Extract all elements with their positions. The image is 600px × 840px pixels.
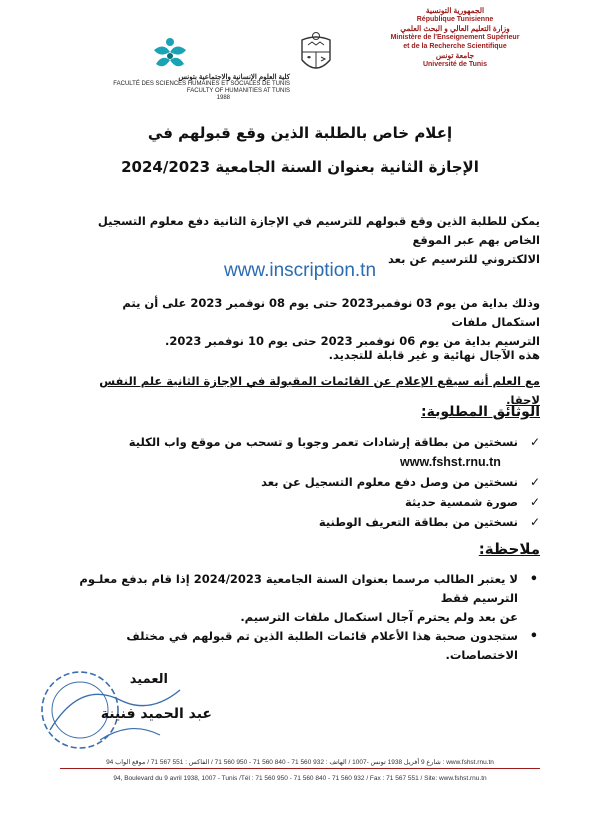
intro-line-2: الالكتروني للترسيم عن بعد (387, 252, 540, 266)
intro-line-1: يمكن للطلبة الذين وقع قبولهم للترسيم في الإجازة الثانية دفع معلوم التسجيل الخاص بهم عبر الموقع (97, 214, 540, 247)
notice-text: مع العلم أنه سيقع الإعلام عن القائمات المقبولة في الإجازة الثانية علم النفس لاحقا. (99, 374, 540, 407)
ministry-line-ar-2: وزارة التعليم العالي و البحث العلمي (400, 24, 510, 33)
notes-list (70, 570, 540, 665)
dates-line-1: وذلك بداية من يوم 03 نوفمبر2023 حتى يوم 08 نوفمبر 2023 على أن يتم استكمال ملفات (122, 296, 540, 329)
faculty-website-link[interactable]: www.fshst.rnu.tn (400, 455, 501, 469)
note-1-line-1: لا يعتبر الطالب مرسما بعنوان السنة الجامعية 2024/2023 إذا قام بدفع معلـوم الترسيم فقط (79, 572, 518, 605)
ministry-line-fr-2: Ministère de l'Enseignement Supérieur (390, 34, 520, 41)
notes-heading: ملاحظة: (478, 540, 540, 558)
tunisia-emblem-icon (296, 30, 336, 78)
footer-address-ar: 94 شارع 9 أفريل 1938 تونس -1007 / الهاتف : 932 560 71 - 840 560 71 - 950 560 71 / الفاكس : 551 567 71 / موقع الواب : www.fshst.rnu.tn (106, 759, 494, 766)
list-item: ✓ صورة شمسية حديثة (70, 492, 540, 512)
ministry-line-fr-3: et de la Recherche Scientifique (403, 43, 507, 50)
announcement-title-line-1: إعلام خاص بالطلبة الذين وقع قبولهم في (147, 124, 453, 142)
dates-line-2: الترسيم بداية من يوم 06 نوفمبر 2023 حتى يوم 10 نوفمبر 2023. (164, 334, 540, 348)
note-2: ستجدون صحبة هذا الأعلام قائمات الطلبة الذين تم قبولهم في مختلف الاختصاصات. (126, 629, 518, 662)
ministry-line-ar-1: الجمهورية التونسية (425, 6, 485, 15)
ministry-line-ar-3: جامعة تونس (435, 51, 475, 60)
dates-paragraph (70, 294, 540, 351)
checkmark-icon: ✓ (529, 515, 540, 529)
bullet-icon: • (529, 572, 538, 587)
footer-address-fr: 94, Boulevard du 9 avril 1938, 1007 - Tunis /Tél : 71 560 950 - 71 560 840 - 71 560 932 / Fax : 71 567 551 / Site: www.fshst.rnu.tn (113, 775, 487, 782)
list-item: ✓ نسختين من بطاقة إرشادات تعمر وجوبا و تسحب من موقع واب الكلية (70, 432, 540, 452)
checkmark-icon: ✓ (529, 435, 540, 449)
ministry-header (370, 6, 540, 69)
ministry-line-fr-4: Université de Tunis (422, 61, 488, 68)
dean-title: العميد (129, 672, 168, 687)
inscription-link[interactable]: www.inscription.tn (223, 260, 377, 281)
faculty-logo-icon (140, 36, 200, 72)
list-item: ✓ نسختين من وصل دفع معلوم التسجيل عن بعد (70, 472, 540, 492)
announcement-title-line-2: الإجازة الثانية بعنوان السنة الجامعية 2024/2023 (121, 158, 479, 176)
faculty-name-ar: كلية العلوم الإنسانية والاجتماعية بتونس (178, 74, 290, 81)
final-deadlines-text: هذه الآجال نهائية و غير قابلة للتجديد. (328, 348, 540, 362)
dean-name: عبد الحميد فنينة (100, 706, 212, 722)
checkmark-icon: ✓ (529, 475, 540, 489)
faculty-name-fr: FACULTÉ DES SCIENCES HUMAINES ET SOCIALES DE TUNIS (113, 81, 290, 87)
checkmark-icon: ✓ (529, 495, 540, 509)
documents-heading: الوثائق المطلوبة: (420, 404, 540, 420)
faculty-name-block (60, 74, 290, 102)
note-1-line-2: عن بعد ولم يحترم آجال استكمال ملفات الترسيم. (240, 610, 518, 624)
footer-divider (60, 768, 540, 769)
bullet-icon: • (529, 629, 538, 644)
faculty-year: 1988 (216, 95, 230, 101)
list-item: ✓ نسختين من بطاقة التعريف الوطنية (70, 512, 540, 532)
list-item (70, 570, 540, 627)
faculty-name-en: FACULTY OF HUMANITIES AT TUNIS (186, 88, 290, 94)
documents-list (70, 432, 540, 532)
list-item (70, 452, 540, 472)
ministry-line-fr-1: République Tunisienne (416, 16, 494, 23)
